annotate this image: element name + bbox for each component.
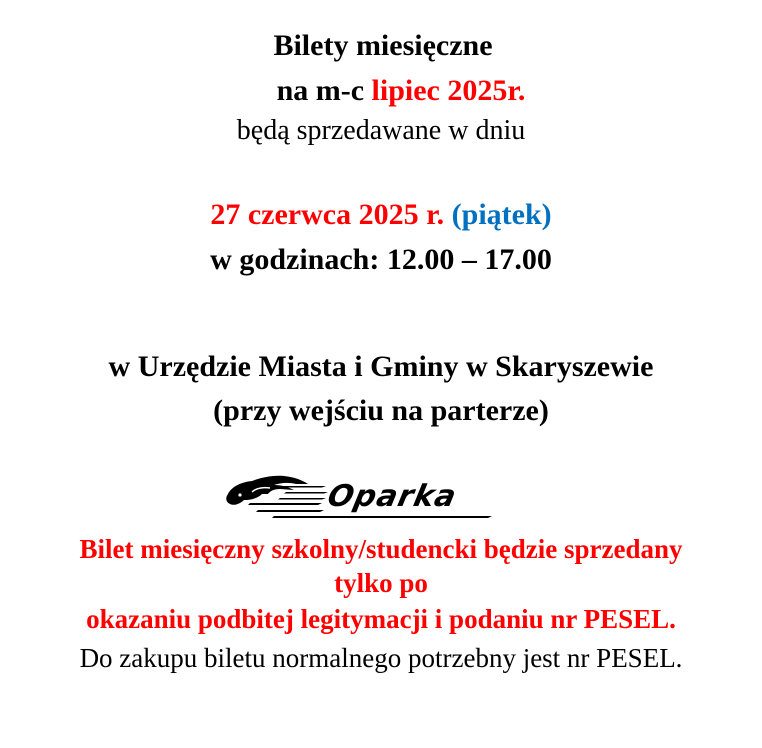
title-text: Bilety miesięczne [273,29,493,62]
normal-ticket-text: Do zakupu biletu normalnego potrzebny jest nr PESEL. [79,643,683,673]
month-value: lipiec 2025r. [371,74,526,107]
warning-line-3 [0,606,762,633]
place-detail-line [0,396,762,426]
sale-date: 27 czerwca 2025 r. [210,198,445,231]
normal-ticket-line [0,645,762,672]
hours-line [0,245,762,275]
oparka-logo [222,470,517,520]
warning-text-2: tylko po [334,568,428,598]
warning-text-3: okazaniu podbitej legitymacji i podaniu nr PESEL. [86,604,676,634]
logo-text: Oparka [324,479,461,514]
place-detail-text: (przy wejściu na parterze) [213,394,549,427]
sale-weekday: (piątek) [451,198,552,231]
sale-date-line [0,200,762,230]
warning-line-2 [0,570,762,597]
warning-text-1: Bilet miesięczny szkolny/studencki będzie sprzedany [79,534,683,564]
month-line [0,76,762,106]
hours-text: w godzinach: 12.00 – 17.00 [210,243,552,276]
place-text: w Urzędzie Miasta i Gminy w Skaryszewie [108,350,654,383]
sale-day-text: będą sprzedawane w dniu [236,115,526,146]
month-prefix: na m-c [276,74,372,107]
place-line [0,352,762,382]
sale-day-line [0,117,762,145]
warning-line-1 [0,536,762,563]
title-line [0,31,762,61]
